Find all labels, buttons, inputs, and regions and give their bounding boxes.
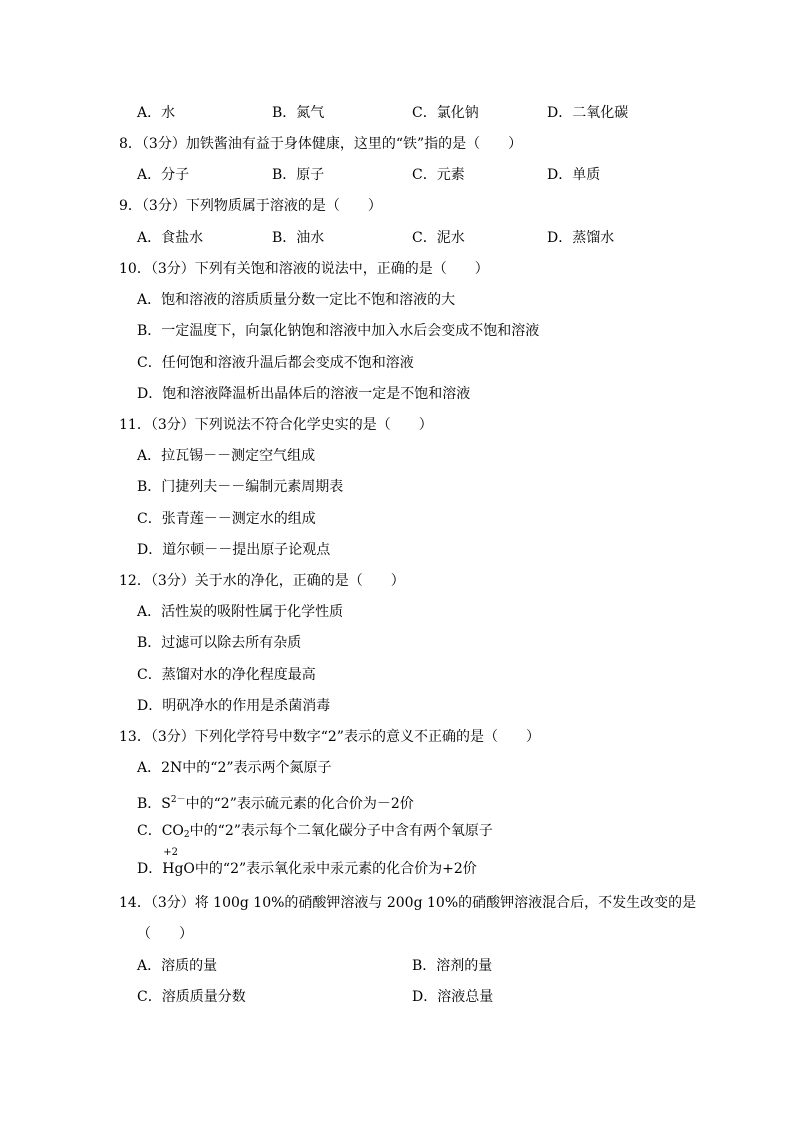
q13-a-formula: 2N	[161, 760, 183, 776]
q11-option-c[interactable]: C．张青莲－－测定水的组成	[137, 511, 316, 527]
q13-c-label: C．	[137, 823, 162, 839]
q11-option-d[interactable]: D．道尔顿－－提出原子论观点	[137, 542, 331, 558]
q13-c-formula-subscript: 2	[183, 830, 190, 840]
q7-option-a[interactable]: A．水	[137, 105, 176, 121]
q8-option-c[interactable]: C．元素	[412, 167, 465, 183]
q14-stem-line2: （ ）	[137, 926, 193, 942]
q11-option-b[interactable]: B．门捷列夫－－编制元素周期表	[137, 479, 344, 495]
q13-b-formula-base: S	[161, 796, 171, 812]
q13-b-formula-charge: 2－	[170, 795, 186, 805]
q9-option-b[interactable]: B．油水	[272, 230, 325, 246]
q13-option-c[interactable]	[137, 822, 493, 844]
q14-option-d[interactable]: D．溶液总量	[412, 989, 494, 1005]
q12-option-b[interactable]: B．过滤可以除去所有杂质	[137, 635, 302, 651]
q10-option-d[interactable]: D．饱和溶液降温析出晶体后的溶液一定是不饱和溶液	[137, 386, 471, 402]
q10-option-c[interactable]: C．任何饱和溶液升温后都会变成不饱和溶液	[137, 355, 414, 371]
q10-option-b[interactable]: B．一定温度下，向氯化钠饱和溶液中加入水后会变成不饱和溶液	[137, 323, 540, 339]
q8-option-b[interactable]: B．原子	[272, 167, 325, 183]
q9-option-c[interactable]: C．泥水	[412, 230, 465, 246]
q13-option-d[interactable]	[137, 847, 477, 878]
q13-stem: 13．（3分）下列化学符号中数字“2”表示的意义不正确的是（ ）	[119, 729, 540, 745]
q7-option-c[interactable]: C．氯化钠	[412, 105, 479, 121]
q14-option-c[interactable]: C．溶质质量分数	[137, 989, 246, 1005]
q8-stem: 8．（3分）加铁酱油有益于身体健康，这里的“铁”指的是（ ）	[119, 136, 523, 152]
q13-d-text: 中的“2”表示氧化汞中汞元素的化合价为+2价	[194, 861, 477, 877]
q11-option-a[interactable]: A．拉瓦锡－－测定空气组成	[137, 448, 316, 464]
q11-stem: 11．（3分）下列说法不符合化学史实的是（ ）	[119, 417, 433, 433]
q9-stem: 9．（3分）下列物质属于溶液的是（ ）	[119, 198, 382, 214]
q13-d-formula-h: H	[162, 861, 175, 877]
q9-option-a[interactable]: A．食盐水	[137, 230, 204, 246]
q13-a-text: 中的“2”表示两个氮原子	[182, 760, 332, 776]
q9-option-d[interactable]: D．蒸馏水	[547, 230, 615, 246]
q12-option-d[interactable]: D．明矾净水的作用是杀菌消毒	[137, 698, 331, 714]
q10-option-a[interactable]: A．饱和溶液的溶质质量分数一定比不饱和溶液的大	[137, 292, 456, 308]
q13-option-a[interactable]	[137, 759, 332, 777]
q13-option-b[interactable]	[137, 791, 414, 813]
q13-d-valence: +2	[163, 847, 178, 858]
q14-option-a[interactable]: A．溶质的量	[137, 958, 218, 974]
q7-option-b[interactable]: B．氮气	[272, 105, 325, 121]
q10-stem: 10．（3分）下列有关饱和溶液的说法中，正确的是（ ）	[119, 261, 489, 277]
q8-option-d[interactable]: D．单质	[547, 167, 601, 183]
q13-d-formula-rest: gO	[174, 861, 195, 877]
q8-option-a[interactable]: A．分子	[137, 167, 190, 183]
q13-b-label: B．	[137, 796, 162, 812]
q14-stem-line1: 14．（3分）将 100g 10%的硝酸钾溶液与 200g 10%的硝酸钾溶液混合后，不发生改变的是	[119, 895, 697, 911]
q13-c-formula-base: CO	[161, 823, 184, 839]
q13-a-label: A．	[137, 760, 162, 776]
q7-option-d[interactable]: D．二氧化碳	[547, 105, 629, 121]
q12-option-a[interactable]: A．活性炭的吸附性属于化学性质	[137, 604, 344, 620]
q13-d-formula-hg	[162, 847, 178, 878]
q14-option-b[interactable]: B．溶剂的量	[412, 958, 493, 974]
q13-b-text: 中的“2”表示硫元素的化合价为－2价	[185, 796, 414, 812]
q13-d-label: D．	[137, 861, 163, 877]
q12-stem: 12．（3分）关于水的净化，正确的是（ ）	[119, 573, 405, 589]
q13-c-text: 中的“2”表示每个二氧化碳分子中含有两个氧原子	[189, 823, 493, 839]
q12-option-c[interactable]: C．蒸馏对水的净化程度最高	[137, 667, 316, 683]
